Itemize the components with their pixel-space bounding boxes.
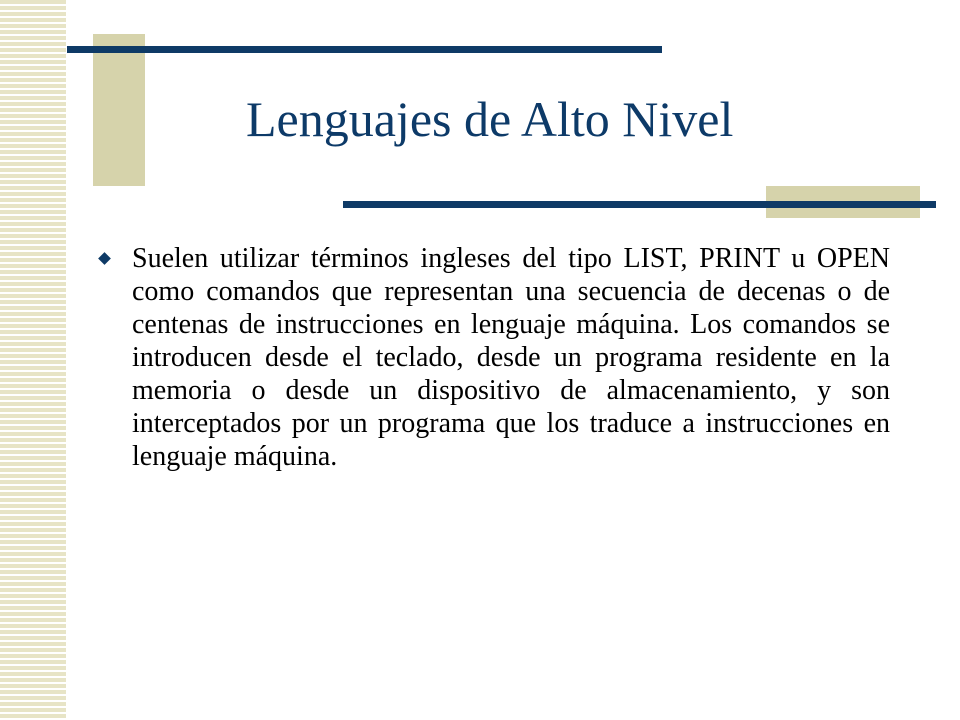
diamond-bullet-icon <box>98 252 111 265</box>
bullet-item <box>100 242 890 473</box>
slide-title: Lenguajes de Alto Nivel <box>246 91 734 147</box>
navy-rule-top <box>67 46 662 53</box>
tan-block-top-decoration <box>93 34 145 186</box>
bullet-text: Suelen utilizar términos ingleses del tipo LIST, PRINT u OPEN como comandos que representan una secuencia de decenas o de centenas de instrucciones en lenguaje máquina. Los comandos se introducen desde el teclado, desde un programa residente en la memoria o desde un dispositivo de almacenamiento, y son interceptados por un programa que los traduce a instrucciones en lenguaje máquina. <box>132 243 890 472</box>
left-stripe-decoration <box>0 0 68 720</box>
navy-rule-bottom <box>343 201 936 208</box>
